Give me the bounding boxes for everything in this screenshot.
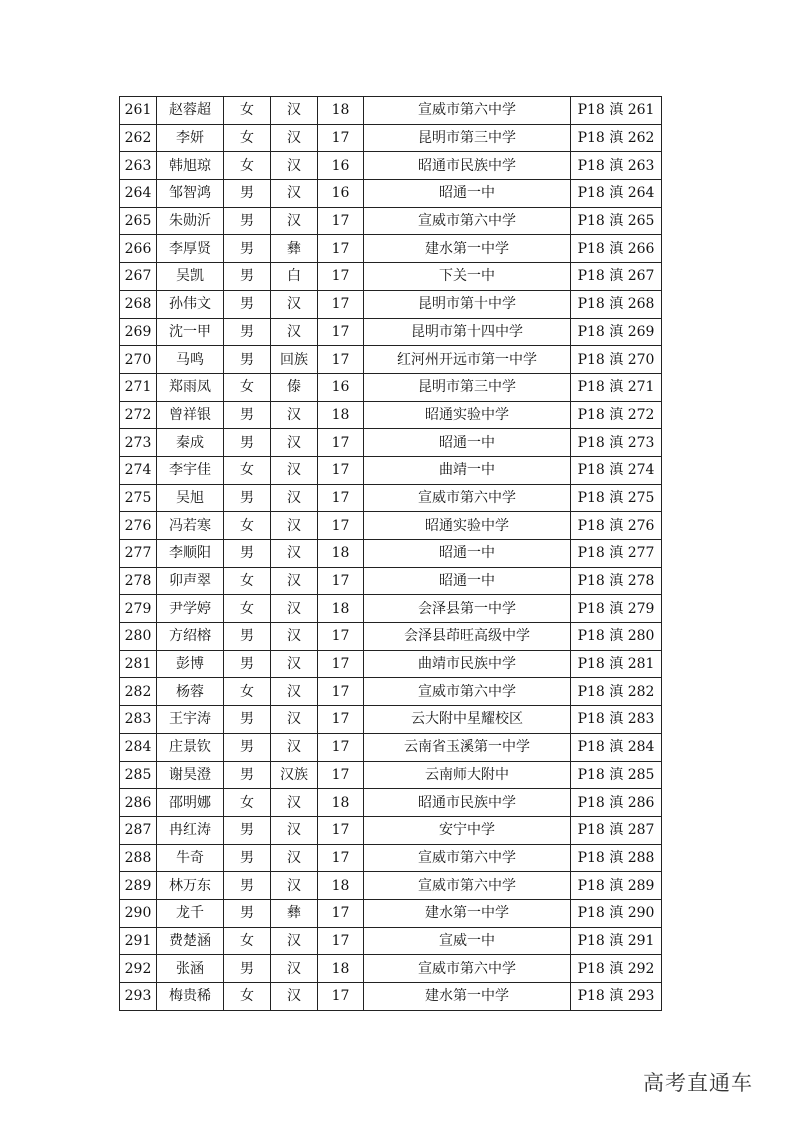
- gender-cell: 女: [224, 927, 271, 955]
- student-name-cell: 郑雨凤: [157, 373, 224, 401]
- gender-cell: 男: [224, 235, 271, 263]
- table-row: [120, 401, 662, 429]
- ethnicity-cell: 汉: [271, 816, 318, 844]
- table-row: [120, 761, 662, 789]
- age-cell: 18: [318, 872, 364, 900]
- school-name-cell: 建水第一中学: [364, 235, 571, 263]
- school-name-cell: 云大附中星耀校区: [364, 706, 571, 734]
- school-name-cell: 宣威市第六中学: [364, 844, 571, 872]
- exam-code-cell: P18 滇 263: [571, 152, 662, 180]
- ethnicity-cell: 汉: [271, 152, 318, 180]
- exam-code-cell: P18 滇 279: [571, 595, 662, 623]
- exam-code-cell: P18 滇 277: [571, 540, 662, 568]
- gender-cell: 男: [224, 290, 271, 318]
- school-name-cell: 昭通一中: [364, 180, 571, 208]
- row-number-cell: 284: [120, 733, 157, 761]
- ethnicity-cell: 汉: [271, 872, 318, 900]
- gender-cell: 男: [224, 706, 271, 734]
- age-cell: 17: [318, 567, 364, 595]
- exam-code-cell: P18 滇 266: [571, 235, 662, 263]
- row-number-cell: 283: [120, 706, 157, 734]
- table-row: [120, 706, 662, 734]
- student-name-cell: 彭博: [157, 650, 224, 678]
- exam-code-cell: P18 滇 289: [571, 872, 662, 900]
- age-cell: 17: [318, 706, 364, 734]
- age-cell: 17: [318, 235, 364, 263]
- age-cell: 17: [318, 927, 364, 955]
- row-number-cell: 266: [120, 235, 157, 263]
- table-row: [120, 124, 662, 152]
- row-number-cell: 262: [120, 124, 157, 152]
- row-number-cell: 264: [120, 180, 157, 208]
- exam-code-cell: P18 滇 268: [571, 290, 662, 318]
- school-name-cell: 昆明市第三中学: [364, 373, 571, 401]
- row-number-cell: 277: [120, 540, 157, 568]
- student-name-cell: 冉红涛: [157, 816, 224, 844]
- student-name-cell: 王宇涛: [157, 706, 224, 734]
- school-name-cell: 建水第一中学: [364, 899, 571, 927]
- gender-cell: 女: [224, 789, 271, 817]
- age-cell: 17: [318, 484, 364, 512]
- exam-code-cell: P18 滇 293: [571, 983, 662, 1011]
- table-row: [120, 816, 662, 844]
- gender-cell: 男: [224, 346, 271, 374]
- age-cell: 17: [318, 429, 364, 457]
- gender-cell: 男: [224, 650, 271, 678]
- school-name-cell: 昭通实验中学: [364, 512, 571, 540]
- exam-code-cell: P18 滇 282: [571, 678, 662, 706]
- row-number-cell: 293: [120, 983, 157, 1011]
- table-row: [120, 540, 662, 568]
- school-name-cell: 宣威一中: [364, 927, 571, 955]
- table-row: [120, 512, 662, 540]
- student-name-cell: 吴凯: [157, 263, 224, 291]
- age-cell: 18: [318, 955, 364, 983]
- ethnicity-cell: 汉: [271, 456, 318, 484]
- exam-code-cell: P18 滇 265: [571, 207, 662, 235]
- table-row: [120, 983, 662, 1011]
- ethnicity-cell: 汉: [271, 733, 318, 761]
- gender-cell: 男: [224, 318, 271, 346]
- student-name-cell: 李妍: [157, 124, 224, 152]
- gender-cell: 女: [224, 567, 271, 595]
- student-name-cell: 邹智鸿: [157, 180, 224, 208]
- age-cell: 17: [318, 899, 364, 927]
- ethnicity-cell: 汉: [271, 927, 318, 955]
- age-cell: 17: [318, 650, 364, 678]
- student-name-cell: 李厚贤: [157, 235, 224, 263]
- table-row: [120, 623, 662, 651]
- student-name-cell: 孙伟文: [157, 290, 224, 318]
- row-number-cell: 271: [120, 373, 157, 401]
- row-number-cell: 275: [120, 484, 157, 512]
- school-name-cell: 昆明市第三中学: [364, 124, 571, 152]
- exam-code-cell: P18 滇 287: [571, 816, 662, 844]
- watermark-text: 高考直通车: [643, 1071, 753, 1095]
- gender-cell: 男: [224, 540, 271, 568]
- ethnicity-cell: 汉: [271, 623, 318, 651]
- table-row: [120, 207, 662, 235]
- age-cell: 17: [318, 124, 364, 152]
- row-number-cell: 276: [120, 512, 157, 540]
- school-name-cell: 建水第一中学: [364, 983, 571, 1011]
- row-number-cell: 286: [120, 789, 157, 817]
- gender-cell: 男: [224, 733, 271, 761]
- ethnicity-cell: 汉: [271, 955, 318, 983]
- gender-cell: 女: [224, 97, 271, 125]
- table-row: [120, 290, 662, 318]
- exam-code-cell: P18 滇 269: [571, 318, 662, 346]
- school-name-cell: 宣威市第六中学: [364, 207, 571, 235]
- row-number-cell: 292: [120, 955, 157, 983]
- ethnicity-cell: 汉: [271, 512, 318, 540]
- table-row: [120, 955, 662, 983]
- school-name-cell: 宣威市第六中学: [364, 97, 571, 125]
- gender-cell: 男: [224, 623, 271, 651]
- student-name-cell: 方绍榕: [157, 623, 224, 651]
- table-row: [120, 97, 662, 125]
- exam-code-cell: P18 滇 281: [571, 650, 662, 678]
- school-name-cell: 曲靖市民族中学: [364, 650, 571, 678]
- exam-code-cell: P18 滇 292: [571, 955, 662, 983]
- row-number-cell: 280: [120, 623, 157, 651]
- student-name-cell: 韩旭琼: [157, 152, 224, 180]
- student-name-cell: 龙千: [157, 899, 224, 927]
- school-name-cell: 会泽县第一中学: [364, 595, 571, 623]
- student-name-cell: 赵蓉超: [157, 97, 224, 125]
- table-row: [120, 789, 662, 817]
- gender-cell: 女: [224, 124, 271, 152]
- table-row: [120, 678, 662, 706]
- age-cell: 17: [318, 207, 364, 235]
- row-number-cell: 279: [120, 595, 157, 623]
- ethnicity-cell: 汉: [271, 844, 318, 872]
- school-name-cell: 昆明市第十四中学: [364, 318, 571, 346]
- gender-cell: 男: [224, 401, 271, 429]
- table-row: [120, 927, 662, 955]
- table-row: [120, 373, 662, 401]
- school-name-cell: 宣威市第六中学: [364, 955, 571, 983]
- ethnicity-cell: 汉: [271, 595, 318, 623]
- exam-code-cell: P18 滇 275: [571, 484, 662, 512]
- exam-code-cell: P18 滇 271: [571, 373, 662, 401]
- table-row: [120, 844, 662, 872]
- ethnicity-cell: 汉: [271, 650, 318, 678]
- age-cell: 18: [318, 789, 364, 817]
- table-row: [120, 180, 662, 208]
- student-name-cell: 冯若寒: [157, 512, 224, 540]
- row-number-cell: 287: [120, 816, 157, 844]
- ethnicity-cell: 汉: [271, 97, 318, 125]
- ethnicity-cell: 汉: [271, 983, 318, 1011]
- gender-cell: 女: [224, 512, 271, 540]
- school-name-cell: 昭通市民族中学: [364, 789, 571, 817]
- age-cell: 17: [318, 983, 364, 1011]
- table-row: [120, 595, 662, 623]
- school-name-cell: 红河州开远市第一中学: [364, 346, 571, 374]
- gender-cell: 女: [224, 152, 271, 180]
- age-cell: 16: [318, 180, 364, 208]
- ethnicity-cell: 汉: [271, 401, 318, 429]
- row-number-cell: 261: [120, 97, 157, 125]
- student-name-cell: 吴旭: [157, 484, 224, 512]
- school-name-cell: 云南师大附中: [364, 761, 571, 789]
- ethnicity-cell: 白: [271, 263, 318, 291]
- gender-cell: 女: [224, 373, 271, 401]
- ethnicity-cell: 彝: [271, 899, 318, 927]
- table-row: [120, 899, 662, 927]
- student-name-cell: 马鸣: [157, 346, 224, 374]
- ethnicity-cell: 汉: [271, 567, 318, 595]
- school-name-cell: 云南省玉溪第一中学: [364, 733, 571, 761]
- student-name-cell: 李宇佳: [157, 456, 224, 484]
- exam-code-cell: P18 滇 285: [571, 761, 662, 789]
- gender-cell: 男: [224, 484, 271, 512]
- student-name-cell: 杨蓉: [157, 678, 224, 706]
- table-row: [120, 733, 662, 761]
- gender-cell: 男: [224, 955, 271, 983]
- gender-cell: 男: [224, 872, 271, 900]
- student-name-cell: 张涵: [157, 955, 224, 983]
- age-cell: 17: [318, 678, 364, 706]
- exam-code-cell: P18 滇 283: [571, 706, 662, 734]
- age-cell: 17: [318, 512, 364, 540]
- school-name-cell: 昭通一中: [364, 567, 571, 595]
- age-cell: 17: [318, 623, 364, 651]
- gender-cell: 女: [224, 983, 271, 1011]
- student-name-cell: 卯声翠: [157, 567, 224, 595]
- exam-code-cell: P18 滇 290: [571, 899, 662, 927]
- exam-code-cell: P18 滇 274: [571, 456, 662, 484]
- exam-code-cell: P18 滇 272: [571, 401, 662, 429]
- age-cell: 17: [318, 456, 364, 484]
- school-name-cell: 下关一中: [364, 263, 571, 291]
- row-number-cell: 272: [120, 401, 157, 429]
- exam-code-cell: P18 滇 270: [571, 346, 662, 374]
- row-number-cell: 288: [120, 844, 157, 872]
- age-cell: 17: [318, 290, 364, 318]
- row-number-cell: 274: [120, 456, 157, 484]
- gender-cell: 女: [224, 456, 271, 484]
- ethnicity-cell: 汉: [271, 180, 318, 208]
- table-row: [120, 263, 662, 291]
- table-row: [120, 318, 662, 346]
- exam-code-cell: P18 滇 286: [571, 789, 662, 817]
- row-number-cell: 290: [120, 899, 157, 927]
- school-name-cell: 昭通市民族中学: [364, 152, 571, 180]
- school-name-cell: 宣威市第六中学: [364, 484, 571, 512]
- row-number-cell: 265: [120, 207, 157, 235]
- ethnicity-cell: 回族: [271, 346, 318, 374]
- ethnicity-cell: 汉: [271, 540, 318, 568]
- ethnicity-cell: 汉: [271, 318, 318, 346]
- age-cell: 16: [318, 373, 364, 401]
- age-cell: 17: [318, 816, 364, 844]
- exam-code-cell: P18 滇 288: [571, 844, 662, 872]
- school-name-cell: 宣威市第六中学: [364, 678, 571, 706]
- exam-code-cell: P18 滇 276: [571, 512, 662, 540]
- age-cell: 17: [318, 346, 364, 374]
- table-row: [120, 456, 662, 484]
- age-cell: 18: [318, 595, 364, 623]
- table-row: [120, 484, 662, 512]
- student-name-cell: 朱勋沂: [157, 207, 224, 235]
- table-row: [120, 872, 662, 900]
- gender-cell: 女: [224, 678, 271, 706]
- student-name-cell: 谢昊澄: [157, 761, 224, 789]
- age-cell: 17: [318, 733, 364, 761]
- exam-code-cell: P18 滇 262: [571, 124, 662, 152]
- table-row: [120, 235, 662, 263]
- gender-cell: 女: [224, 595, 271, 623]
- age-cell: 16: [318, 152, 364, 180]
- ethnicity-cell: 汉: [271, 429, 318, 457]
- exam-code-cell: P18 滇 291: [571, 927, 662, 955]
- ethnicity-cell: 汉: [271, 207, 318, 235]
- student-name-cell: 秦成: [157, 429, 224, 457]
- row-number-cell: 273: [120, 429, 157, 457]
- student-name-cell: 曾祥银: [157, 401, 224, 429]
- age-cell: 18: [318, 540, 364, 568]
- row-number-cell: 291: [120, 927, 157, 955]
- school-name-cell: 昭通一中: [364, 540, 571, 568]
- ethnicity-cell: 傣: [271, 373, 318, 401]
- ethnicity-cell: 汉: [271, 706, 318, 734]
- school-name-cell: 曲靖一中: [364, 456, 571, 484]
- school-name-cell: 会泽县茚旺高级中学: [364, 623, 571, 651]
- ethnicity-cell: 汉: [271, 124, 318, 152]
- student-name-cell: 费楚涵: [157, 927, 224, 955]
- ethnicity-cell: 汉族: [271, 761, 318, 789]
- student-table-body: [120, 97, 662, 1011]
- row-number-cell: 289: [120, 872, 157, 900]
- age-cell: 17: [318, 844, 364, 872]
- student-name-cell: 尹学婷: [157, 595, 224, 623]
- row-number-cell: 270: [120, 346, 157, 374]
- ethnicity-cell: 彝: [271, 235, 318, 263]
- row-number-cell: 268: [120, 290, 157, 318]
- student-name-cell: 李顺阳: [157, 540, 224, 568]
- school-name-cell: 昭通实验中学: [364, 401, 571, 429]
- row-number-cell: 282: [120, 678, 157, 706]
- row-number-cell: 285: [120, 761, 157, 789]
- gender-cell: 男: [224, 761, 271, 789]
- student-name-cell: 林万东: [157, 872, 224, 900]
- age-cell: 18: [318, 97, 364, 125]
- exam-code-cell: P18 滇 284: [571, 733, 662, 761]
- exam-code-cell: P18 滇 273: [571, 429, 662, 457]
- ethnicity-cell: 汉: [271, 484, 318, 512]
- table-row: [120, 152, 662, 180]
- gender-cell: 男: [224, 180, 271, 208]
- age-cell: 17: [318, 263, 364, 291]
- row-number-cell: 269: [120, 318, 157, 346]
- row-number-cell: 263: [120, 152, 157, 180]
- student-name-cell: 牛奇: [157, 844, 224, 872]
- gender-cell: 男: [224, 429, 271, 457]
- age-cell: 17: [318, 761, 364, 789]
- row-number-cell: 267: [120, 263, 157, 291]
- row-number-cell: 281: [120, 650, 157, 678]
- age-cell: 17: [318, 318, 364, 346]
- exam-code-cell: P18 滇 264: [571, 180, 662, 208]
- gender-cell: 男: [224, 263, 271, 291]
- school-name-cell: 昆明市第十中学: [364, 290, 571, 318]
- ethnicity-cell: 汉: [271, 789, 318, 817]
- student-name-cell: 沈一甲: [157, 318, 224, 346]
- gender-cell: 男: [224, 899, 271, 927]
- age-cell: 18: [318, 401, 364, 429]
- student-name-cell: 梅贵稀: [157, 983, 224, 1011]
- exam-code-cell: P18 滇 261: [571, 97, 662, 125]
- school-name-cell: 昭通一中: [364, 429, 571, 457]
- school-name-cell: 宣威市第六中学: [364, 872, 571, 900]
- ethnicity-cell: 汉: [271, 678, 318, 706]
- gender-cell: 男: [224, 207, 271, 235]
- table-row: [120, 650, 662, 678]
- school-name-cell: 安宁中学: [364, 816, 571, 844]
- exam-code-cell: P18 滇 267: [571, 263, 662, 291]
- table-row: [120, 567, 662, 595]
- gender-cell: 男: [224, 844, 271, 872]
- table-row: [120, 346, 662, 374]
- exam-code-cell: P18 滇 278: [571, 567, 662, 595]
- student-name-cell: 邵明娜: [157, 789, 224, 817]
- table-row: [120, 429, 662, 457]
- student-table: [119, 96, 662, 1011]
- ethnicity-cell: 汉: [271, 290, 318, 318]
- student-name-cell: 庄景钦: [157, 733, 224, 761]
- row-number-cell: 278: [120, 567, 157, 595]
- gender-cell: 男: [224, 816, 271, 844]
- exam-code-cell: P18 滇 280: [571, 623, 662, 651]
